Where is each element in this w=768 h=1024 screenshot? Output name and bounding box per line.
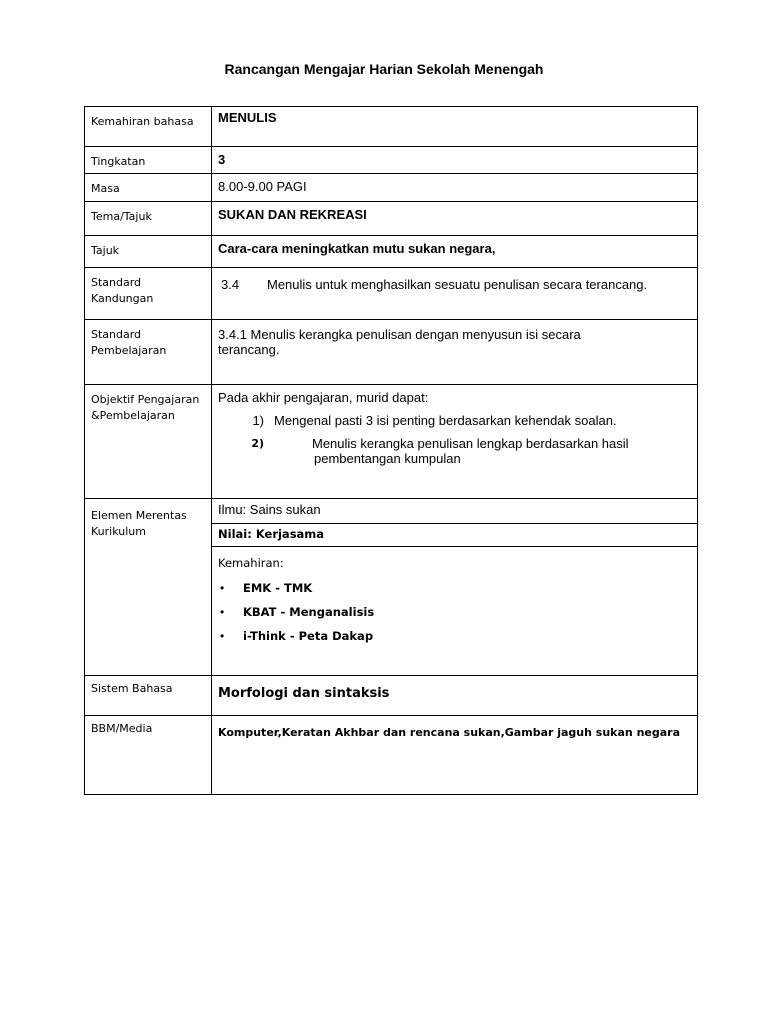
value-bbm-media: Komputer,Keratan Akhbar dan rencana sukan,Gambar jaguh sukan negara xyxy=(212,716,698,795)
label-line: Elemen Merentas xyxy=(91,509,187,522)
label-objektif xyxy=(85,385,212,499)
list-item xyxy=(218,413,691,428)
label-line: Kandungan xyxy=(91,292,154,305)
label-sistem-bahasa: Sistem Bahasa xyxy=(85,676,212,716)
label-standard-kandungan xyxy=(85,268,212,320)
value-sistem-bahasa: Morfologi dan sintaksis xyxy=(212,676,698,716)
kemahiran-title: Kemahiran: xyxy=(218,556,284,570)
lesson-plan-table xyxy=(84,106,698,795)
label-bbm-media: BBM/Media xyxy=(85,716,212,795)
label-standard-pembelajaran xyxy=(85,320,212,385)
row-objektif xyxy=(85,385,698,499)
item-text: KBAT - Menganalisis xyxy=(243,605,375,619)
label-kemahiran-bahasa: Kemahiran bahasa xyxy=(85,107,212,147)
item-text: EMK - TMK xyxy=(243,581,313,595)
value-masa: 8.00-9.00 PAGI xyxy=(212,174,698,202)
item-text-line: pembentangan kumpulan xyxy=(314,451,461,466)
row-bbm-media xyxy=(85,716,698,795)
nilai-row: Nilai: Kerjasama xyxy=(212,524,697,547)
bullet-icon: • xyxy=(220,605,225,619)
row-sistem-bahasa xyxy=(85,676,698,716)
value-elemen-merentas-kurikulum xyxy=(212,499,698,676)
item-text: i-Think - Peta Dakap xyxy=(243,629,374,643)
objektif-intro: Pada akhir pengajaran, murid dapat: xyxy=(218,390,429,405)
standard-text: Menulis untuk menghasilkan sesuatu penulisan secara terancang. xyxy=(267,277,648,292)
item-text-line: Menulis kerangka penulisan lengkap berdasarkan hasil xyxy=(312,436,629,451)
list-item xyxy=(218,600,691,624)
row-kemahiran-bahasa xyxy=(85,107,698,147)
row-elemen-merentas-kurikulum xyxy=(85,499,698,676)
kemahiran-block xyxy=(212,547,697,648)
text-line: 3.4.1 Menulis kerangka penulisan dengan menyusun isi secara xyxy=(218,327,581,342)
item-text xyxy=(264,436,629,466)
value-tema-tajuk: SUKAN DAN REKREASI xyxy=(212,202,698,236)
list-item xyxy=(218,576,691,600)
value-objektif xyxy=(212,385,698,499)
label-elemen-merentas-kurikulum xyxy=(85,499,212,676)
value-standard-kandungan xyxy=(212,268,698,320)
bullet-icon: • xyxy=(220,581,225,595)
list-item xyxy=(218,624,691,648)
row-tajuk xyxy=(85,236,698,268)
row-tingkatan xyxy=(85,147,698,174)
value-standard-pembelajaran xyxy=(212,320,698,385)
document-title: Rancangan Mengajar Harian Sekolah Menengah xyxy=(224,61,544,77)
value-tajuk: Cara-cara meningkatkan mutu sukan negara, xyxy=(212,236,698,268)
item-number: 2) xyxy=(251,437,264,450)
item-number: 1) xyxy=(252,413,264,428)
label-line: Pembelajaran xyxy=(91,344,167,357)
value-kemahiran-bahasa: MENULIS xyxy=(212,107,698,147)
ilmu-row: Ilmu: Sains sukan xyxy=(212,499,697,524)
label-tema-tajuk: Tema/Tajuk xyxy=(85,202,212,236)
label-line: Standard xyxy=(91,328,142,341)
label-masa: Masa xyxy=(85,174,212,202)
row-standard-kandungan xyxy=(85,268,698,320)
kemahiran-list xyxy=(218,576,691,648)
row-masa xyxy=(85,174,698,202)
value-tingkatan: 3 xyxy=(212,147,698,174)
label-tajuk: Tajuk xyxy=(85,236,212,268)
bullet-icon: • xyxy=(220,629,225,643)
item-text: Mengenal pasti 3 isi penting berdasarkan kehendak soalan. xyxy=(274,413,617,428)
label-line: Standard xyxy=(91,276,142,289)
label-line: Kurikulum xyxy=(91,525,146,538)
standard-code: 3.4 xyxy=(221,277,240,292)
objektif-list xyxy=(218,413,691,466)
row-tema-tajuk xyxy=(85,202,698,236)
label-line: Objektif Pengajaran xyxy=(91,393,200,406)
row-standard-pembelajaran xyxy=(85,320,698,385)
list-item xyxy=(218,436,691,466)
label-line: &Pembelajaran xyxy=(91,409,175,422)
label-tingkatan: Tingkatan xyxy=(85,147,212,174)
text-line: terancang. xyxy=(218,342,280,357)
